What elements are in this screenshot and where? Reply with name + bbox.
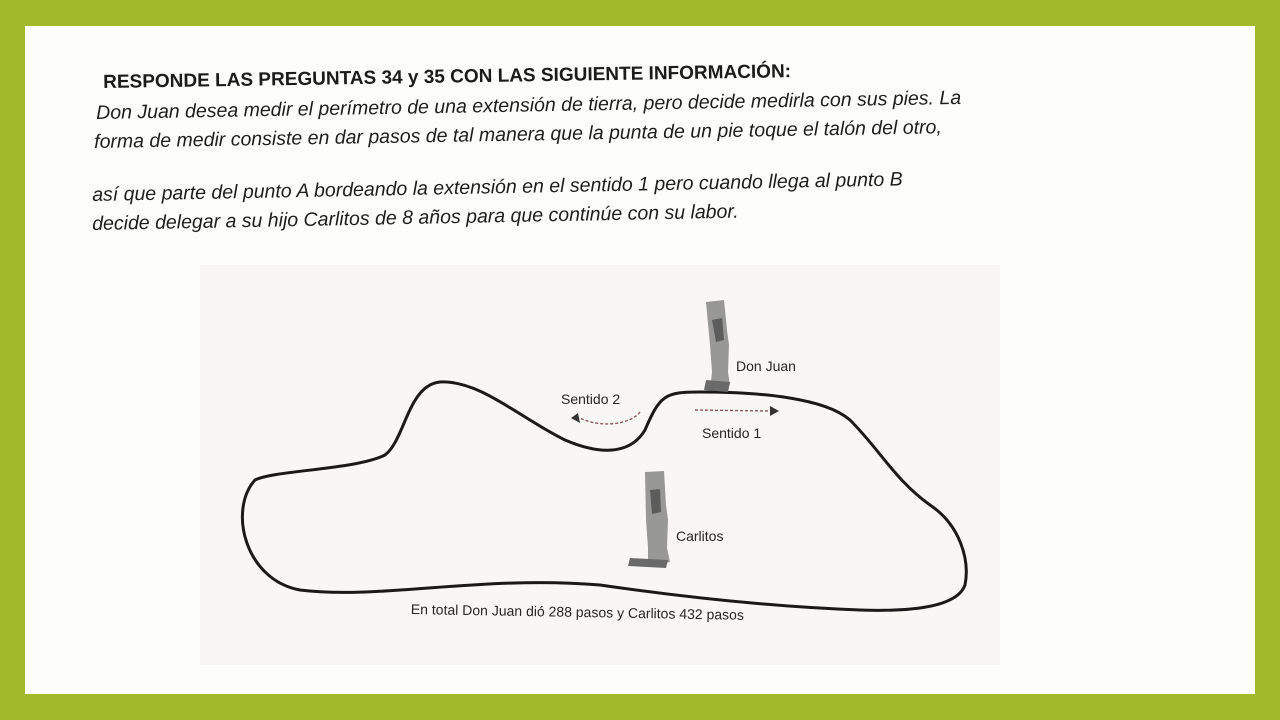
sentido-1-arrow	[695, 406, 779, 416]
land-boundary-outline	[242, 382, 966, 610]
label-don-juan: Don Juan	[736, 358, 796, 374]
label-sentido-2: Sentido 2	[561, 391, 621, 407]
carlitos-figure-icon	[628, 471, 670, 568]
figure-caption: En total Don Juan dió 288 pasos y Carlitos 432 pasos	[410, 601, 745, 623]
paragraph-line-2: forma de medir consiste en dar pasos de tal manera que la punta de un pie toque el talón del otro,	[94, 116, 942, 153]
sentido-2-arrow	[571, 412, 640, 424]
label-sentido-1: Sentido 1	[702, 425, 762, 441]
don-juan-figure-icon	[704, 300, 730, 392]
section-heading: RESPONDE LAS PREGUNTAS 34 y 35 CON LAS SIGUIENTE INFORMACIÓN:	[103, 61, 792, 93]
paragraph-line-3: así que parte del punto A bordeando la extensión en el sentido 1 pero cuando llega al punto B	[92, 168, 903, 206]
paragraph-line-1: Don Juan desea medir el perímetro de una extensión de tierra, pero decide medirla con sus pies. La	[96, 86, 962, 124]
label-carlitos: Carlitos	[676, 528, 724, 544]
paragraph-line-4: decide delegar a su hijo Carlitos de 8 años para que continúe con su labor.	[92, 200, 739, 235]
